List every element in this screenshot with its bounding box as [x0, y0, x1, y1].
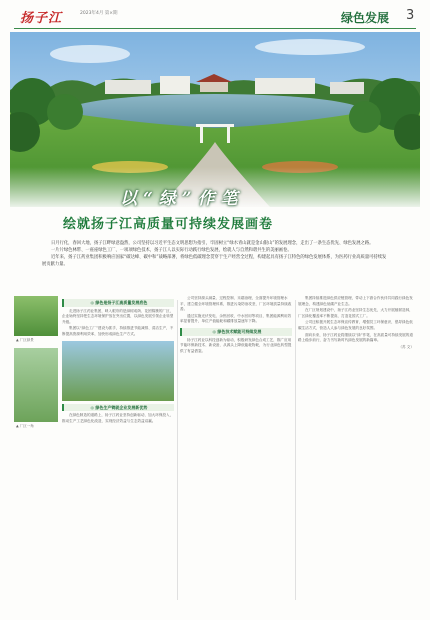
paragraph: 走进扬子江药业集团，映入眼帘的是绿树成荫、花团锦簇的厂区，企业始终坚持把生态环境保护放在突出位置，以绿色发展引领企业转型升级。: [62, 308, 174, 324]
subheading: ◎ 绿色生产铸就企业发展新优势: [62, 404, 174, 412]
lead-text: 近年来，扬子江药业集团积极响应国家“碳达峰、碳中和”战略部署，将绿色低碳理念贯穿于生产经营全过程，构建起具有扬子江特色的绿色发展体系，为医药行业高质量可持续发展贡献力量。: [42, 255, 387, 267]
paragraph: 集团以“绿色工厂”建设为抓手，持续推进节能减排、清洁生产，不断提高资源利用效率，加快形成绿色生产方式。: [62, 326, 174, 336]
header-divider: [14, 28, 416, 29]
author-byline: （苏 文）: [398, 344, 414, 349]
paragraph: 在绿色制造的道路上，扬子江药业坚持创新驱动，加大环保投入，推动生产工艺绿色化改造，实现经济效益与生态效益双赢。: [62, 413, 174, 423]
paragraph: 面向未来，扬子江药业将继续以“绿”作笔，在高质量可持续发展的道路上稳步前行，奋力书写新时代绿色发展的新篇章。: [298, 332, 413, 343]
caption: ▲ 厂区绿景: [16, 338, 34, 342]
subheading: ◎ 绿色是扬子江高质量发展底色: [62, 299, 174, 307]
lead-text: 一片片绿色林带、一座座绿色工厂、一项项绿色技术，扬子江人以实际行动践行绿色发展，绘就人与自然和谐共生的美丽画卷。: [51, 248, 292, 253]
article-column-2: [180, 296, 292, 601]
headline-kicker: 以“绿”作笔: [120, 189, 244, 209]
page-number: 3: [406, 8, 415, 23]
paragraph: 在厂区规划建设中，扬子江药业坚持生态优先，大力开展植树造林，厂区绿化覆盖率不断提高，打造花园式工厂。: [298, 308, 413, 318]
paragraph: 公司还积极开展生态环保宣传教育，增强员工环保意识，倡导绿色低碳生活方式，营造人人参与绿色发展的良好氛围。: [298, 320, 413, 330]
caption: ▲ 厂区一角: [16, 424, 34, 428]
article-column-3: [298, 296, 414, 601]
photo-factory-greenery: [14, 296, 58, 336]
column-divider: [295, 300, 296, 600]
lead-paragraph: [42, 240, 390, 268]
column-divider: [177, 300, 178, 600]
photo-inline: [62, 341, 174, 401]
subheading: ◎ 绿色技术赋能可持续发展: [180, 328, 292, 336]
lead-text: 日月行化，春回大地，扬子江畔绿意盎然，公司坚持以习近平生态文明思想为指引，牢固树立“绿水青山就是金山银山”的发展理念，走出了一条生态优先、绿色发展之路。: [51, 241, 374, 246]
article-column-1: [62, 296, 174, 601]
section-title: 绿色发展: [341, 11, 390, 25]
page-header: [0, 0, 430, 30]
paragraph: 扬子江药业以科技创新为驱动，积极研发绿色合成工艺，推广应用节能环保新技术、新设备，从源头上降低能耗物耗，为行业绿色转型提供了有益借鉴。: [180, 337, 292, 353]
paragraph: 公司坚持源头减量、过程控制、末端治理，全面提升环境管理水平，建立健全环境管理体系，推进污染防治攻坚，厂区环境质量持续改善。: [180, 296, 292, 312]
paragraph: 集团持续推进绿色供应链管理，带动上下游合作伙伴共同践行绿色发展理念，构建绿色低碳产业生态。: [298, 296, 413, 306]
headline-title: 绘就扬子江高质量可持续发展画卷: [63, 217, 274, 232]
photo-factory-corner: [14, 348, 58, 422]
issue-date: 2023年4月 第×期: [80, 11, 118, 16]
masthead-logo: 扬子江: [20, 11, 63, 26]
paragraph: 通过实施光伏发电、余热回收、中水回用等项目，集团能源利用效率显著提升，单位产值能耗和碳排放量逐年下降。: [180, 313, 292, 324]
hero-photo: [10, 32, 420, 207]
